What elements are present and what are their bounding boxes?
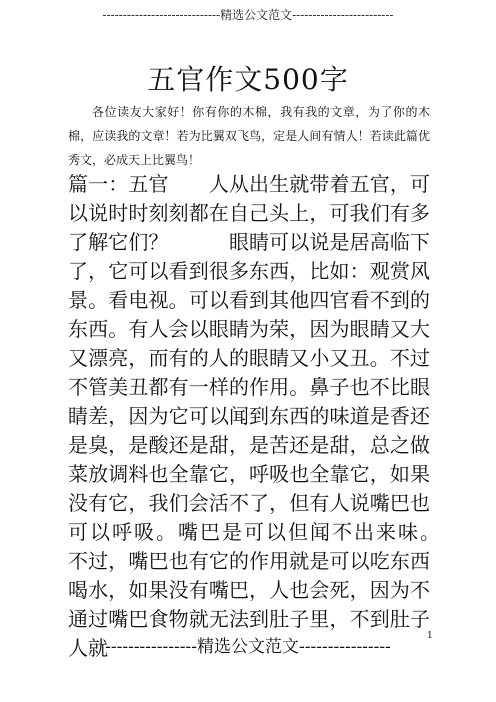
document-title: 五官作文500字 bbox=[147, 63, 349, 96]
page-footer: ----------------精选公文范文---------------- bbox=[105, 637, 391, 657]
essay-body: 篇一：五官 人从出生就带着五官，可以说时时刻刻都在自己头上，可我们有多了解它们？ 眼睛可以说是居高临下了，它可以看到很多东西，比如：观赏风景。看电视。可以看到其他四官看不到的东西。有人会以眼睛为荣，因为眼睛又大又漂亮，而有的人的眼睛又小又丑。不过不管美丑都有一样的作用。鼻子也不比眼睛差，因为它可以闻到东西的味道是香还是臭，是酸还是甜，是苦还是甜，总之做菜放调料也全靠它，呼吸也全靠它，如果没有它，我们会活不了，但有人说嘴巴也可以呼吸。嘴巴是可以但闻不出来味。 不过，嘴巴也有它的作用就是可以吃东西喝水，如果没有嘴巴，人也会死，因为不通过嘴巴食物就无法到肚子里，不到肚子人就 bbox=[68, 172, 490, 660]
page-number: 1 bbox=[427, 631, 433, 641]
page-header: -----------------------------精选公文范文------------------------- bbox=[102, 8, 394, 22]
intro-paragraph: 各位读友大家好！你有你的木棉，我有我的文章，为了你的木棉，应读我的文章！若为比翼双飞鸟，定是人间有情人！若读此篇优秀文，必成天上比翼鸟！ bbox=[68, 105, 430, 167]
